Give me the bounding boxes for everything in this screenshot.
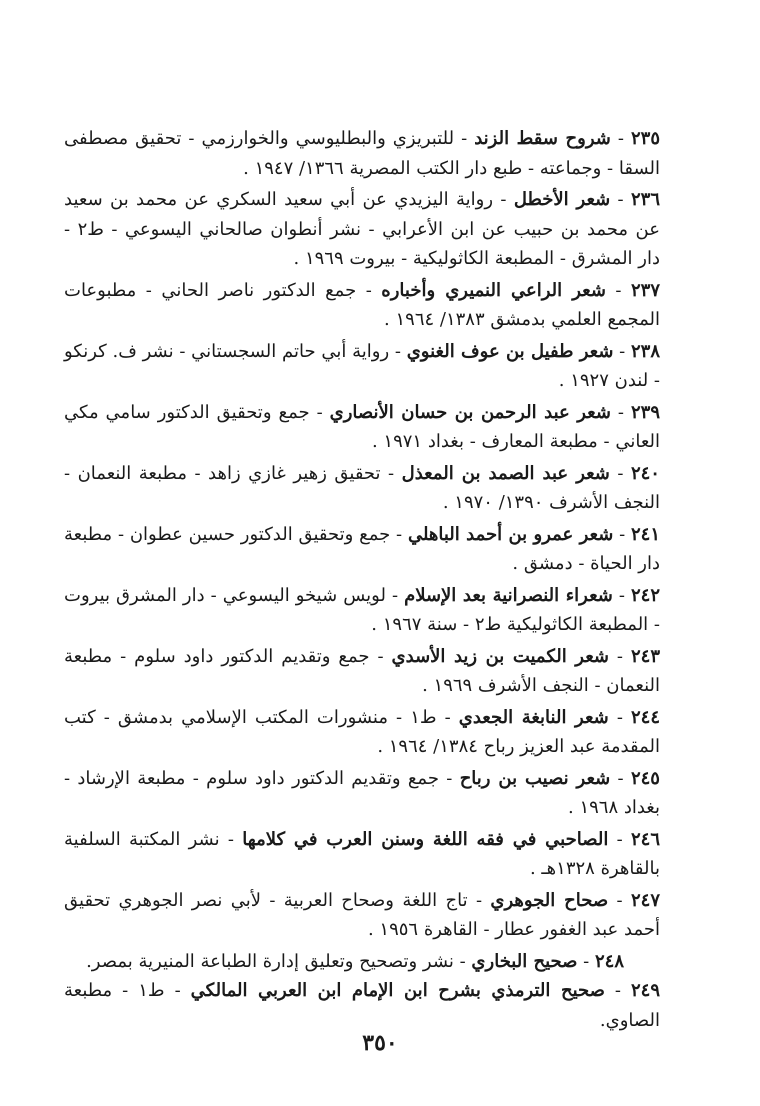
bibliography-entry: ٢٤٦ - الصاحبي في فقه اللغة وسنن العرب في كلامها - نشر المكتبة السلفية بالقاهرة ١٣٢٨هـ . xyxy=(64,828,661,879)
entry-details: رواية اليزيدي عن أبي سعيد السكري عن محمد بن سعيد عن محمد بن حبيب عن ابن الأعرابي - نشر أنطوان صالحاني اليسوعي - ط٢ - دار المشرق - المطبعة الكاثوليكية - بيروت ١٩٦٩ . xyxy=(64,189,660,269)
entry-number: ٢٤٧ xyxy=(630,889,660,911)
entry-title: شعر عبد الرحمن بن حسان الأنصاري xyxy=(329,401,611,423)
entry-title: شعر الراعي النميري وأخباره xyxy=(381,279,606,301)
entry-number: ٢٤٨ xyxy=(594,950,624,972)
bibliography-entry: ٢٤٩ - صحيح الترمذي بشرح ابن الإمام ابن العربي المالكي - ط١ - مطبعة الصاوي. xyxy=(64,980,660,1031)
entry-title: شعر عمرو بن أحمد الباهلي xyxy=(407,523,614,545)
entry-number: ٢٣٥ xyxy=(630,128,660,149)
entry-number: ٢٤٤ xyxy=(630,706,660,728)
entry-title: صحيح البخاري xyxy=(471,950,578,972)
entry-details: جمع وتقديم الدكتور داود سلوم - مطبعة النعمان - النجف الأشرف ١٩٦٩ . xyxy=(64,645,660,696)
entry-number: ٢٣٧ xyxy=(630,279,660,301)
entry-details: ط١ - منشورات المكتب الإسلامي بدمشق - كتب المقدمة عبد العزيز رباح ١٣٨٤/ ١٩٦٤ . xyxy=(64,706,660,757)
entry-title: شعر الكميت بن زيد الأسدي xyxy=(391,645,609,667)
entry-title: صحيح الترمذي بشرح ابن الإمام ابن العربي المالكي xyxy=(190,980,605,1001)
bibliography-entry: ٢٤٧ - صحاح الجوهري - تاج اللغة وصحاح العربية - لأبي نصر الجوهري تحقيق أحمد عبد الغفور عطار - القاهرة ١٩٥٦ . xyxy=(64,889,660,940)
entry-title: شعر الأخطل xyxy=(513,189,611,210)
entry-number: ٢٤٩ xyxy=(630,980,660,1001)
entry-title: شعراء النصرانية بعد الإسلام xyxy=(404,584,613,606)
entry-number: ٢٣٨ xyxy=(630,340,660,362)
entry-number: ٢٣٩ xyxy=(630,401,660,423)
bibliography-entry: ٢٤٨ - صحيح البخاري - نشر وتصحيح وتعليق إدارة الطباعة المنيرية بمصر. xyxy=(86,950,624,972)
entry-details: ط١ - مطبعة الصاوي. xyxy=(64,980,660,1031)
entry-details: جمع وتحقيق الدكتور حسين عطوان - مطبعة دار الحياة - دمشق . xyxy=(64,523,660,574)
entry-title: شعر طفيل بن عوف الغنوي xyxy=(406,340,614,362)
entry-details: لويس شيخو اليسوعي - دار المشرق بيروت - المطبعة الكاثوليكية ط٢ - سنة ١٩٦٧ . xyxy=(64,584,660,635)
bibliography-list xyxy=(64,124,660,1035)
bibliography-entry: ٢٣٨ - شعر طفيل بن عوف الغنوي - رواية أبي حاتم السجستاني - نشر ف. كرنكو - لندن ١٩٢٧ . xyxy=(64,340,660,391)
bibliography-entry: ٢٤٢ - شعراء النصرانية بعد الإسلام - لويس شيخو اليسوعي - دار المشرق بيروت - المطبعة الكاثوليكية ط٢ - سنة ١٩٦٧ . xyxy=(64,584,660,635)
entry-details: جمع وتحقيق الدكتور سامي مكي العاني - مطبعة المعارف - بغداد ١٩٧١ . xyxy=(64,401,660,452)
bibliography-entry: ٢٤٥ - شعر نصيب بن رباح - جمع وتقديم الدكتور داود سلوم - مطبعة الإرشاد - بغداد ١٩٦٨ . xyxy=(64,767,660,818)
entry-details: نشر المكتبة السلفية بالقاهرة ١٣٢٨هـ . xyxy=(64,828,660,879)
entry-details: رواية أبي حاتم السجستاني - نشر ف. كرنكو - لندن ١٩٢٧ . xyxy=(64,340,660,391)
entry-details: للتبريزي والبطليوسي والخوارزمي - تحقيق مصطفى السقا - وجماعته - طبع دار الكتب المصرية ١٣٦٦/ ١٩٤٧ . xyxy=(64,128,660,179)
entry-number: ٢٤٥ xyxy=(630,767,660,789)
entry-number: ٢٤٦ xyxy=(631,828,661,850)
entry-details: جمع وتقديم الدكتور داود سلوم - مطبعة الإرشاد - بغداد ١٩٦٨ . xyxy=(64,767,660,818)
entry-number: ٢٤١ xyxy=(630,523,660,545)
bibliography-entry: ٢٣٦ - شعر الأخطل - رواية اليزيدي عن أبي سعيد السكري عن محمد بن سعيد عن محمد بن حبيب عن ابن الأعرابي - نشر أنطوان صالحاني اليسوعي - ط٢ - دار المشرق - المطبعة الكاثوليكية - بيروت ١٩٦٩ . xyxy=(64,189,661,269)
page-number: ٣٥٠ xyxy=(362,1030,398,1056)
entry-number: ٢٤٣ xyxy=(630,645,660,667)
entry-title: شعر النابغة الجعدي xyxy=(458,706,609,728)
entry-title: شعر عبد الصمد بن المعذل xyxy=(401,462,610,484)
entry-title: شروح سقط الزند xyxy=(474,128,611,149)
bibliography-entry: ٢٤١ - شعر عمرو بن أحمد الباهلي - جمع وتحقيق الدكتور حسين عطوان - مطبعة دار الحياة - دمشق . xyxy=(64,523,660,574)
entry-title: الصاحبي في فقه اللغة وسنن العرب في كلامها xyxy=(242,828,609,850)
bibliography-entry: ٢٣٧ - شعر الراعي النميري وأخباره - جمع الدكتور ناصر الحاني - مطبوعات المجمع العلمي بدمشق ١٣٨٣/ ١٩٦٤ . xyxy=(64,279,660,330)
entry-number: ٢٤٢ xyxy=(630,584,660,606)
entry-details: تحقيق زهير غازي زاهد - مطبعة النعمان - النجف الأشرف ١٣٩٠/ ١٩٧٠ . xyxy=(64,462,660,513)
entry-details: نشر وتصحيح وتعليق إدارة الطباعة المنيرية بمصر. xyxy=(86,950,454,972)
bibliography-entry: ٢٣٥ - شروح سقط الزند - للتبريزي والبطليوسي والخوارزمي - تحقيق مصطفى السقا - وجماعته - طبع دار الكتب المصرية ١٣٦٦/ ١٩٤٧ . xyxy=(64,128,660,179)
bibliography-entry: ٢٤٣ - شعر الكميت بن زيد الأسدي - جمع وتقديم الدكتور داود سلوم - مطبعة النعمان - النجف الأشرف ١٩٦٩ . xyxy=(64,645,660,696)
entry-title: صحاح الجوهري xyxy=(490,889,609,911)
bibliography-entry: ٢٤٤ - شعر النابغة الجعدي - ط١ - منشورات المكتب الإسلامي بدمشق - كتب المقدمة عبد العزيز رباح ١٣٨٤/ ١٩٦٤ . xyxy=(64,706,660,757)
entry-number: ٢٣٦ xyxy=(631,189,661,210)
bibliography-entry: ٢٤٠ - شعر عبد الصمد بن المعذل - تحقيق زهير غازي زاهد - مطبعة النعمان - النجف الأشرف ١٣٩٠/ ١٩٧٠ . xyxy=(64,462,660,513)
bibliography-entry: ٢٣٩ - شعر عبد الرحمن بن حسان الأنصاري - جمع وتحقيق الدكتور سامي مكي العاني - مطبعة المعارف - بغداد ١٩٧١ . xyxy=(64,401,660,452)
entry-details: تاج اللغة وصحاح العربية - لأبي نصر الجوهري تحقيق أحمد عبد الغفور عطار - القاهرة ١٩٥٦ . xyxy=(64,889,660,940)
entry-title: شعر نصيب بن رباح xyxy=(459,767,611,789)
entry-details: جمع الدكتور ناصر الحاني - مطبوعات المجمع العلمي بدمشق ١٣٨٣/ ١٩٦٤ . xyxy=(64,279,660,330)
entry-number: ٢٤٠ xyxy=(630,462,660,484)
